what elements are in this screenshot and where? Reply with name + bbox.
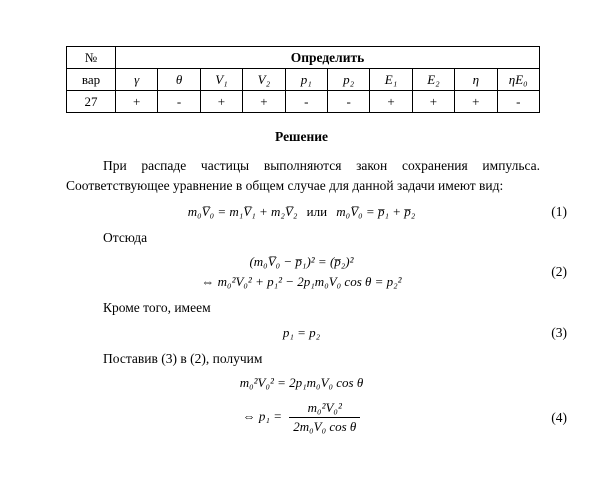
equation-number-1: (1): [551, 204, 567, 220]
table-row: [67, 69, 540, 91]
table-col-header: p₁: [285, 69, 327, 91]
table-corner-var: вар: [67, 69, 116, 91]
table-value-cell: +: [412, 91, 454, 113]
equation-3-body: p₁ = p₂: [282, 325, 321, 341]
table-value-cell: +: [116, 91, 158, 113]
equation-2: [0, 254, 603, 290]
table-value-cell: +: [455, 91, 497, 113]
equation-4: [0, 375, 603, 435]
table-value-cell: -: [497, 91, 539, 113]
table-value-cell: +: [200, 91, 242, 113]
equation-2-line1: (m₀V̅₀ − p̅₁)² = (p̅₂)²: [249, 254, 354, 270]
table-col-header: E₁: [370, 69, 412, 91]
table-value-cell: -: [158, 91, 200, 113]
equation-4-prefix: ⇔ p₁ =: [242, 408, 282, 424]
solution-heading: Решение: [275, 129, 328, 144]
intro-paragraph: При распаде частицы выполняются закон сохранения импульса. Соответствующее уравнение в общем случае для данной задачи имеют вид:: [66, 158, 540, 193]
equation-1-or: или: [306, 204, 328, 220]
table-value-cell: +: [370, 91, 412, 113]
table-corner-no: №: [67, 47, 116, 69]
equation-1-right: m₀V̅₀ = p̅₁ + p̅₂: [336, 204, 416, 220]
equation-number-3: (3): [551, 325, 567, 341]
equation-1-left: m₀V̅₀ = m₁V̅₁ + m₂V̅₂: [187, 204, 298, 220]
variant-table: [66, 46, 540, 113]
equation-1: [0, 204, 603, 220]
equation-2-line2: ⇔ m₀²V₀² + p₁² − 2p₁m₀V₀ cos θ = p₂²: [201, 274, 402, 290]
label-postaviv: Поставив (3) в (2), получим: [103, 351, 263, 367]
table-col-header: E₂: [412, 69, 454, 91]
table-col-header: V₁: [200, 69, 242, 91]
fraction-numerator: m₀²V₀²: [289, 400, 360, 418]
equation-4-line1: m₀²V₀² = 2p₁m₀V₀ cos θ: [239, 375, 364, 391]
equation-number-4: (4): [551, 409, 567, 425]
table-value-cell: -: [285, 91, 327, 113]
label-krome-togo: Кроме того, имеем: [103, 300, 211, 316]
table-col-header: η: [455, 69, 497, 91]
equation-3: [0, 325, 603, 341]
table-col-header: p₂: [327, 69, 369, 91]
table-variant-number: 27: [67, 91, 116, 113]
equation-number-2: (2): [551, 264, 567, 280]
label-otsyuda: Отсюда: [103, 230, 148, 246]
table-value-cell: +: [243, 91, 285, 113]
table-header-opredelit: Определить: [116, 47, 540, 69]
table-col-header: ηE₀: [497, 69, 539, 91]
fraction: [289, 400, 360, 435]
fraction-denominator: 2m₀V₀ cos θ: [293, 419, 357, 435]
table-row: [67, 47, 540, 69]
table-col-header: V₂: [243, 69, 285, 91]
table-row: [67, 91, 540, 113]
equation-4-line2: [0, 400, 603, 435]
table-col-header: γ: [116, 69, 158, 91]
table-value-cell: -: [327, 91, 369, 113]
table-col-header: θ: [158, 69, 200, 91]
